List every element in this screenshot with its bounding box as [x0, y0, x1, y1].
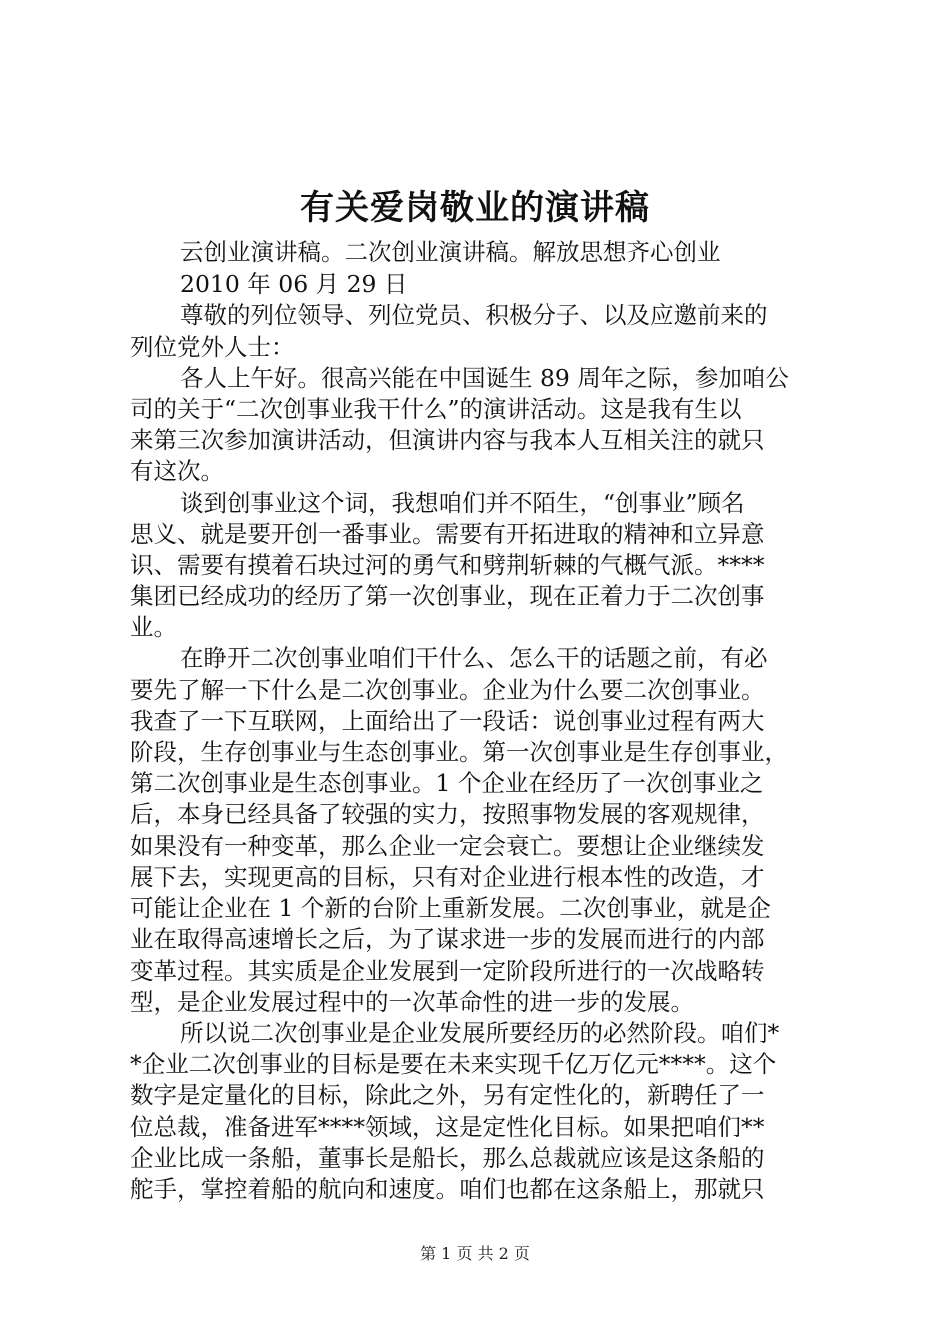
text-line: 阶段，生存创事业与生态创事业。第一次创事业是生存创事业， [130, 738, 788, 766]
text-line: 变革过程。其实质是企业发展到一定阶段所进行的一次战略转 [130, 957, 765, 985]
text-line: 识、需要有摸着石块过河的勇气和劈荆斩棘的气概气派。**** [130, 551, 765, 579]
text-line: 司的关于“二次创事业我干什么”的演讲活动。这是我有生以 [130, 395, 742, 423]
text-line: 各人上午好。很高兴能在中国诞生 89 周年之际，参加咱公 [180, 364, 789, 392]
text-line: 云创业演讲稿。二次创业演讲稿。解放思想齐心创业 [180, 238, 721, 266]
text-line: 业在取得高速增长之后，为了谋求进一步的发展而进行的内部 [130, 925, 765, 953]
text-line: 集团已经成功的经历了第一次创事业，现在正着力于二次创事 [130, 582, 765, 610]
text-line: 舵手，掌控着船的航向和速度。咱们也都在这条船上，那就只 [130, 1175, 765, 1203]
text-line: 谈到创事业这个词，我想咱们并不陌生，“创事业”顾名 [180, 489, 745, 517]
text-line: 数字是定量化的目标，除此之外，另有定性化的，新聘任了一 [130, 1081, 765, 1109]
text-line: *企业二次创事业的目标是要在未来实现千亿万亿元****。这个 [130, 1050, 777, 1078]
text-line: 2010 年 06 月 29 日 [180, 270, 408, 298]
text-line: 位总裁，准备进军****领域，这是定性化目标。如果把咱们** [130, 1113, 765, 1141]
text-line: 第二次创事业是生态创事业。1 个企业在经历了一次创事业之 [130, 769, 764, 797]
page-number-footer: 第 1 页 共 2 页 [420, 1244, 530, 1263]
text-line: 可能让企业在 1 个新的台阶上重新发展。二次创事业，就是企 [130, 894, 771, 922]
text-line: 要先了解一下什么是二次创事业。企业为什么要二次创事业。 [130, 676, 765, 704]
text-line: 展下去，实现更高的目标，只有对企业进行根本性的改造，才 [130, 863, 765, 891]
text-line: 所以说二次创事业是企业发展所要经历的必然阶段。咱们* [180, 1019, 780, 1047]
text-line: 后，本身已经具备了较强的实力，按照事物发展的客观规律， [130, 800, 765, 828]
text-line: 列位党外人士： [130, 333, 295, 361]
text-line: 来第三次参加演讲活动，但演讲内容与我本人互相关注的就只 [130, 426, 765, 454]
text-line: 思义、就是要开创一番事业。需要有开拓进取的精神和立异意 [130, 520, 765, 548]
document-title: 有关爱岗敬业的演讲稿 [300, 188, 650, 228]
text-line: 业。 [130, 613, 177, 641]
text-line: 企业比成一条船，董事长是船长，那么总裁就应该是这条船的 [130, 1144, 765, 1172]
text-line: 我查了一下互联网，上面给出了一段话：说创事业过程有两大 [130, 707, 765, 735]
text-line: 型，是企业发展过程中的一次革命性的进一步的发展。 [130, 988, 694, 1016]
text-line: 尊敬的列位领导、列位党员、积极分子、以及应邀前来的 [180, 301, 768, 329]
text-line: 如果没有一种变革，那么企业一定会衰亡。要想让企业继续发 [130, 832, 765, 860]
text-line: 在睁开二次创事业咱们干什么、怎么干的话题之前，有必 [180, 644, 768, 672]
text-line: 有这次。 [130, 457, 224, 485]
